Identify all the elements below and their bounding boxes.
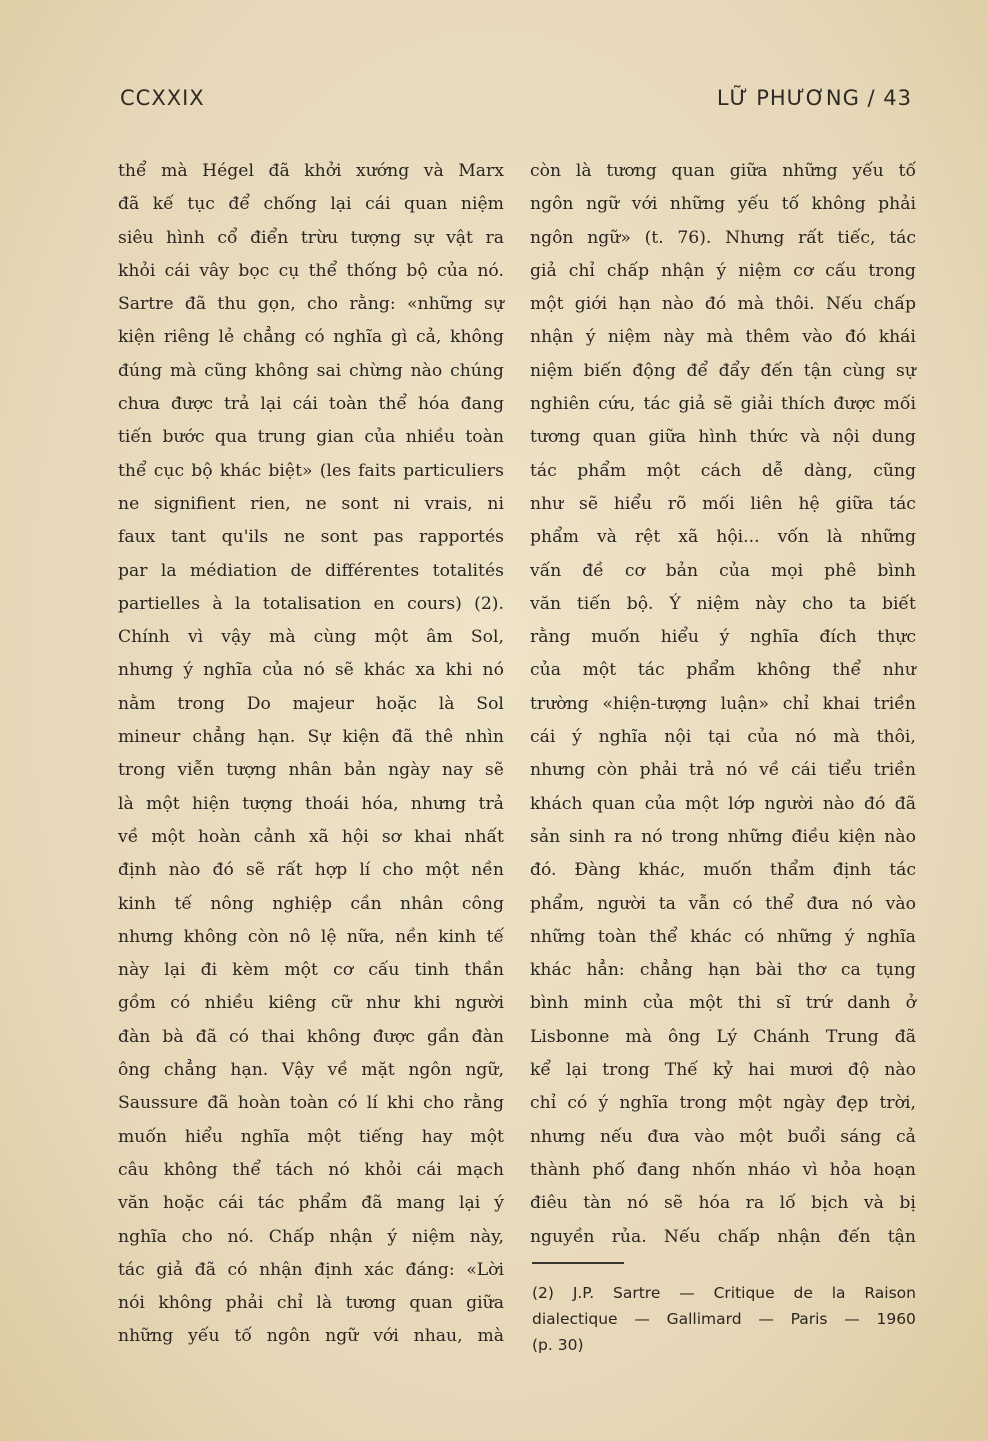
text-line: thành phố đang nhốn nháo vì hỏa hoạn <box>530 1159 916 1180</box>
text-line: nghiên cứu, tác giả sẽ giải thích được mối <box>530 394 916 415</box>
text-line: nhưng không còn nô lệ nữa, nền kinh tế <box>118 926 504 947</box>
text-line: niệm biến động để đẩy đến tận cùng sự <box>530 360 916 381</box>
text-line: như sẽ hiểu rõ mối liên hệ giữa tác <box>530 493 916 514</box>
footnote-line: (p. 30) <box>532 1336 584 1354</box>
text-line: nhưng còn phải trả nó về cái tiểu triền <box>530 760 916 781</box>
text-line: nhận ý niệm này mà thêm vào đó khái <box>530 327 916 348</box>
author-page-number: LỮ PHƯƠNG / 43 <box>716 86 912 110</box>
text-line: Lisbonne mà ông Lý Chánh Trung đã <box>530 1026 916 1047</box>
text-line: điêu tàn nó sẽ hóa ra lố bịch và bị <box>530 1193 916 1214</box>
text-line: par la médiation de différentes totalités <box>118 560 504 581</box>
text-line: kinh tế nông nghiệp cần nhân công <box>118 893 504 914</box>
text-line: đó. Đàng khác, muốn thẩm định tác <box>530 860 916 881</box>
text-line: bình minh của một thi sĩ trứ danh ở <box>530 993 916 1014</box>
text-line: mineur chẳng hạn. Sự kiện đã thê nhìn <box>118 727 504 748</box>
text-line: kiện riêng lẻ chẳng có nghĩa gì cả, không <box>118 327 504 348</box>
text-line: những yếu tố ngôn ngữ với nhau, mà <box>118 1326 504 1347</box>
text-line: trường «hiện-tượng luận» chỉ khai triền <box>530 693 916 714</box>
text-line: khách quan của một lớp người nào đó đã <box>530 793 916 814</box>
text-line: ne signifient rien, ne sont ni vrais, ni <box>118 493 504 514</box>
text-line: partielles à la totalisation en cours) (2). <box>118 593 504 614</box>
text-line: muốn hiểu nghĩa một tiếng hay một <box>118 1126 504 1147</box>
text-line: định nào đó sẽ rất hợp lí cho một nền <box>118 860 504 881</box>
text-line: chỉ có ý nghĩa trong một ngày đẹp trời, <box>530 1093 916 1114</box>
text-line: là một hiện tượng thoái hóa, nhưng trả <box>118 793 504 814</box>
text-line: khác hẳn: chẳng hạn bài thơ ca tụng <box>530 960 916 981</box>
text-line: giả chỉ chấp nhận ý niệm cơ cấu trong <box>530 260 916 281</box>
right-text-column <box>530 155 916 1254</box>
text-line: ngôn ngữ với những yếu tố không phải <box>530 194 916 215</box>
text-line: của một tác phẩm không thể như <box>530 660 916 681</box>
text-line: nguyền rủa. Nếu chấp nhận đến tận <box>530 1226 916 1247</box>
footnote-line: (2) J.P. Sartre — Critique de la Raison <box>532 1284 916 1302</box>
text-line: thể cục bộ khác biệt» (les faits particuliers <box>118 460 504 481</box>
text-line: phẩm, người ta vẫn có thể đưa nó vào <box>530 893 916 914</box>
text-line: đã kế tục để chống lại cái quan niệm <box>118 194 504 215</box>
text-line: kể lại trong Thế kỷ hai mươi độ nào <box>530 1060 916 1081</box>
text-line: siêu hình cổ điển trừu tượng sự vật ra <box>118 227 504 248</box>
text-line: nghĩa cho nó. Chấp nhận ý niệm này, <box>118 1226 504 1247</box>
text-line: thể mà Hégel đã khởi xướng và Marx <box>118 161 504 181</box>
text-line: câu không thể tách nó khỏi cái mạch <box>118 1159 504 1180</box>
footnote-line: dialectique — Gallimard — Paris — 1960 <box>532 1310 916 1328</box>
text-line: văn tiến bộ. Ý niệm này cho ta biết <box>530 593 916 614</box>
text-line: văn hoặc cái tác phẩm đã mang lại ý <box>118 1193 504 1214</box>
text-line: một giới hạn nào đó mà thôi. Nếu chấp <box>530 294 916 315</box>
text-line: rằng muốn hiểu ý nghĩa đích thực <box>530 627 916 648</box>
text-line: những toàn thể khác có những ý nghĩa <box>530 926 916 947</box>
text-line: về một hoàn cảnh xã hội sơ khai nhất <box>118 826 504 847</box>
text-line: gồm có nhiều kiêng cữ như khi người <box>118 993 504 1014</box>
text-line: đúng mà cũng không sai chừng nào chúng <box>118 360 504 381</box>
text-line: còn là tương quan giữa những yếu tố <box>530 161 916 181</box>
running-header <box>0 86 988 116</box>
text-line: nhưng ý nghĩa của nó sẽ khác xa khi nó <box>118 660 504 681</box>
text-line: ngôn ngữ» (t. 76). Nhưng rất tiếc, tác <box>530 227 916 248</box>
footnote-divider <box>532 1262 624 1264</box>
text-line: faux tant qu'ils ne sont pas rapportés <box>118 527 504 548</box>
text-line: nhưng nếu đưa vào một buổi sáng cả <box>530 1126 916 1147</box>
text-line: Sartre đã thu gọn, cho rằng: «những sự <box>118 294 504 315</box>
text-line: chưa được trả lại cái toàn thể hóa đang <box>118 394 504 415</box>
text-line: tương quan giữa hình thức và nội dung <box>530 427 916 448</box>
text-line: ông chẳng hạn. Vậy về mặt ngôn ngữ, <box>118 1060 504 1081</box>
text-line: sản sinh ra nó trong những điều kiện nào <box>530 826 916 847</box>
chapter-number: CCXXIX <box>120 86 205 110</box>
text-line: này lại đi kèm một cơ cấu tinh thần <box>118 960 504 981</box>
text-line: nằm trong Do majeur hoặc là Sol <box>118 693 504 714</box>
text-line: cái ý nghĩa nội tại của nó mà thôi, <box>530 727 916 748</box>
footnote <box>532 1280 916 1358</box>
text-line: nói không phải chỉ là tương quan giữa <box>118 1293 504 1314</box>
text-line: đàn bà đã có thai không được gần đàn <box>118 1026 504 1047</box>
text-line: Saussure đã hoàn toàn có lí khi cho rằng <box>118 1093 504 1114</box>
text-line: tác phẩm một cách dễ dàng, cũng <box>530 460 916 481</box>
text-line: tác giả đã có nhận định xác đáng: «Lời <box>118 1259 504 1280</box>
text-line: khỏi cái vây bọc cụ thể thống bộ của nó. <box>118 260 504 281</box>
text-line: vấn đề cơ bản của mọi phê bình <box>530 560 916 581</box>
left-text-column <box>118 155 504 1354</box>
text-line: trong viễn tượng nhân bản ngày nay sẽ <box>118 760 504 781</box>
text-line: phẩm và rệt xã hội... vốn là những <box>530 527 916 548</box>
text-line: tiến bước qua trung gian của nhiều toàn <box>118 427 504 448</box>
text-line: Chính vì vậy mà cùng một âm Sol, <box>118 627 504 648</box>
